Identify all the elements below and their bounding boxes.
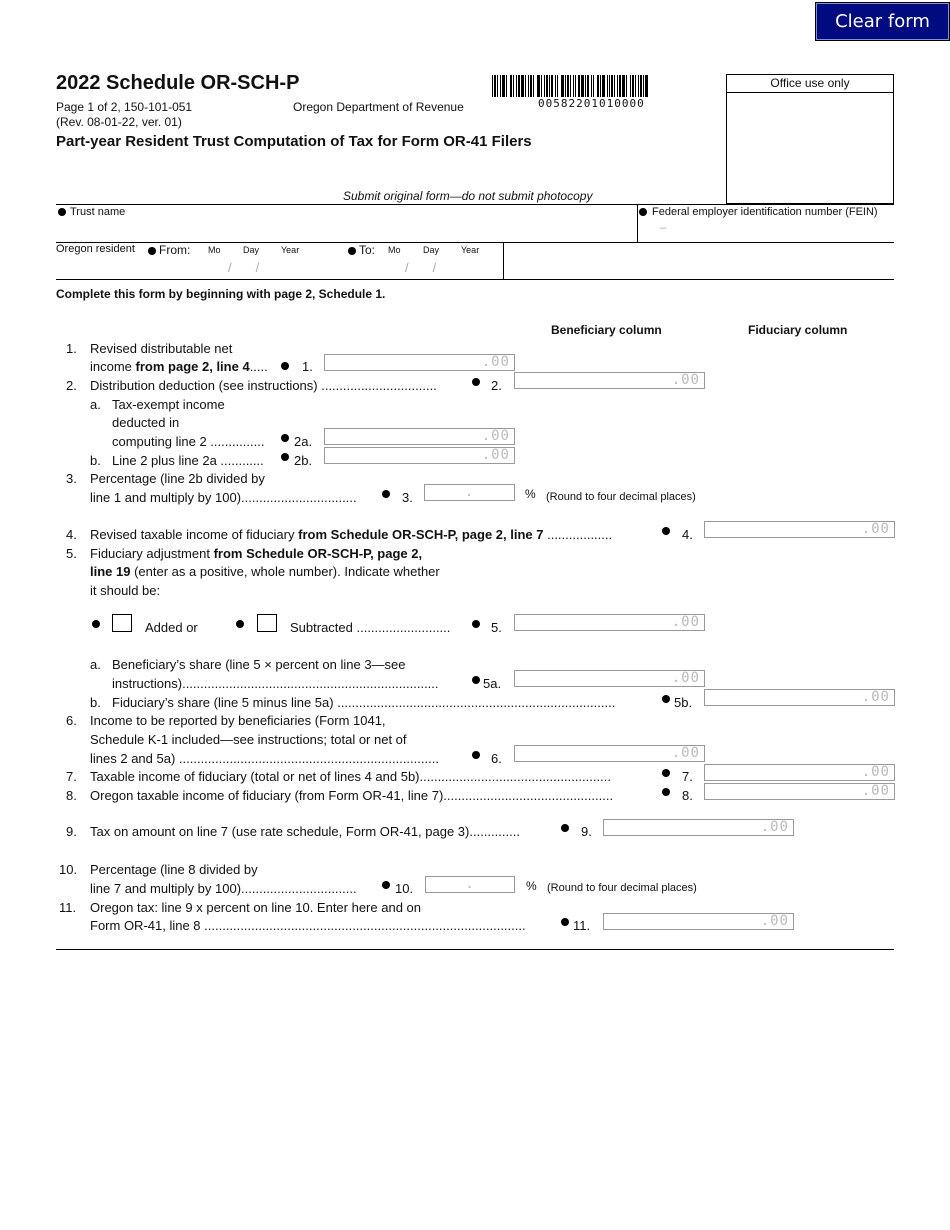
barcode-bar bbox=[567, 75, 569, 97]
barcode-bar bbox=[573, 75, 574, 97]
from-day-label: Day bbox=[243, 245, 260, 255]
barcode-bar bbox=[557, 75, 558, 97]
trust-name-input[interactable] bbox=[70, 219, 630, 241]
line-6-label-3: lines 2 and 5a) ........................................................................ bbox=[90, 751, 439, 766]
barcode-bar bbox=[500, 75, 501, 97]
line-5a-label-2: instructions)....................................................................... bbox=[112, 676, 439, 691]
barcode-bar bbox=[645, 75, 648, 97]
department: Oregon Department of Revenue bbox=[293, 100, 464, 114]
trust-name-label: Trust name bbox=[70, 206, 126, 218]
line-11-ref: 11. bbox=[573, 918, 591, 933]
barcode-bar bbox=[561, 75, 564, 97]
barcode-bar bbox=[510, 75, 512, 97]
barcode-bar bbox=[607, 75, 608, 97]
barcode-bar bbox=[626, 75, 627, 97]
line-5-label: Fiduciary adjustment from Schedule OR-SCH-P, page 2, bbox=[90, 546, 423, 561]
fein-input[interactable]: – bbox=[660, 222, 667, 234]
added-checkbox[interactable] bbox=[112, 614, 132, 632]
barcode-bar bbox=[521, 75, 524, 97]
line-11-label-2: Form OR-41, line 8 ......................................................................................... bbox=[90, 918, 526, 933]
line-2b-label: Line 2 plus line 2a ............ bbox=[112, 453, 264, 468]
oregon-resident-label: Oregon resident bbox=[56, 243, 135, 255]
barcode-bar bbox=[492, 75, 493, 97]
line-10-ref: 10. bbox=[395, 881, 414, 896]
line-5a-input[interactable]: .00 bbox=[514, 670, 705, 687]
barcode-bar bbox=[640, 75, 642, 97]
line-6-label: Income to be reported by beneficiaries (Form 1041, bbox=[90, 713, 386, 728]
line-10-round-note: (Round to four decimal places) bbox=[547, 882, 697, 894]
line-5a-letter: a. bbox=[90, 657, 101, 672]
line-1-ref: 1. bbox=[302, 359, 313, 374]
barcode-bar bbox=[593, 75, 594, 97]
line-9-number: 9. bbox=[66, 824, 77, 839]
line-2a-label-2: deducted in bbox=[112, 415, 180, 430]
line-3-percent-sign: % bbox=[525, 487, 536, 501]
line-11-input[interactable]: .00 bbox=[603, 913, 794, 930]
barcode-bar bbox=[602, 75, 605, 97]
barcode-bar bbox=[546, 75, 548, 97]
barcode-bar bbox=[643, 75, 644, 97]
fiduciary-column-header: Fiduciary column bbox=[748, 323, 848, 337]
revision: (Rev. 08-01-22, ver. 01) bbox=[56, 115, 182, 129]
line-2-label: Distribution deduction (see instructions) ................................ bbox=[90, 378, 437, 393]
barcode-bar bbox=[518, 75, 520, 97]
line-9-input[interactable]: .00 bbox=[603, 819, 794, 836]
beneficiary-column-header: Beneficiary column bbox=[551, 323, 662, 337]
clear-form-button[interactable]: Clear form bbox=[815, 2, 950, 41]
barcode-bar bbox=[622, 75, 625, 97]
line-2a-label: Tax-exempt income bbox=[112, 397, 225, 412]
barcode-bar bbox=[614, 75, 615, 97]
barcode-bar bbox=[635, 75, 636, 97]
barcode-bar bbox=[555, 75, 556, 97]
line-1-number: 1. bbox=[66, 341, 77, 356]
from-label: From: bbox=[159, 243, 191, 257]
from-year-label: Year bbox=[281, 245, 300, 255]
barcode-bar bbox=[578, 75, 580, 97]
from-date-input[interactable]: / / bbox=[228, 260, 260, 275]
barcode-bar bbox=[551, 75, 553, 97]
to-mo-label: Mo bbox=[388, 245, 401, 255]
line-9-ref: 9. bbox=[581, 824, 592, 839]
barcode-bar bbox=[516, 75, 517, 97]
barcode-bar bbox=[617, 75, 618, 97]
fein-label: Federal employer identification number (FEIN) bbox=[652, 206, 878, 218]
line-5b-letter: b. bbox=[90, 695, 101, 710]
line-3-number: 3. bbox=[66, 471, 77, 486]
barcode-bar bbox=[597, 75, 599, 97]
line-4-input[interactable]: .00 bbox=[704, 521, 895, 538]
line-2a-input[interactable]: .00 bbox=[324, 428, 515, 445]
line-4-ref: 4. bbox=[682, 527, 693, 542]
line-10-number: 10. bbox=[59, 862, 78, 877]
line-8-number: 8. bbox=[66, 788, 77, 803]
added-label: Added or bbox=[145, 620, 198, 635]
line-3-ref: 3. bbox=[402, 490, 413, 505]
line-8-input[interactable]: .00 bbox=[704, 783, 895, 800]
line-2a-ref: 2a. bbox=[294, 434, 313, 449]
line-1-label-2: income from page 2, line 4..... bbox=[90, 359, 268, 374]
barcode-bar bbox=[630, 75, 631, 97]
line-4-number: 4. bbox=[66, 527, 77, 542]
office-use-label: Office use only bbox=[727, 75, 893, 93]
line-11-number: 11. bbox=[59, 900, 77, 915]
barcode-bar bbox=[632, 75, 634, 97]
line-10-percent-input[interactable]: . bbox=[425, 876, 515, 893]
line-7-input[interactable]: .00 bbox=[704, 764, 895, 781]
to-label: To: bbox=[359, 243, 376, 257]
from-mo-label: Mo bbox=[208, 245, 221, 255]
to-year-label: Year bbox=[461, 245, 480, 255]
barcode-bar bbox=[619, 75, 621, 97]
barcode-bar bbox=[587, 75, 589, 97]
line-1-input[interactable]: .00 bbox=[324, 354, 515, 371]
line-2b-ref: 2b. bbox=[294, 453, 313, 468]
line-5a-label: Beneficiary’s share (line 5 × percent on line 3—see bbox=[112, 657, 406, 672]
line-2-number: 2. bbox=[66, 378, 77, 393]
instruction: Complete this form by beginning with page 2, Schedule 1. bbox=[56, 287, 386, 301]
barcode-bar bbox=[533, 75, 534, 97]
line-5-input[interactable]: .00 bbox=[514, 614, 705, 631]
barcode-bar bbox=[506, 75, 507, 97]
barcode-bar bbox=[530, 75, 532, 97]
barcode-bar bbox=[537, 75, 540, 97]
subtracted-checkbox[interactable] bbox=[257, 614, 277, 632]
line-3-percent-input[interactable]: . bbox=[424, 484, 515, 501]
office-use-box bbox=[726, 74, 894, 204]
barcode-number: 00582201010000 bbox=[538, 97, 645, 110]
line-5b-label: Fiduciary’s share (line 5 minus line 5a) ............................................................................. bbox=[112, 695, 616, 710]
barcode-bar bbox=[609, 75, 610, 97]
barcode-bar bbox=[591, 75, 592, 97]
barcode-bar bbox=[544, 75, 545, 97]
barcode-bar bbox=[581, 75, 584, 97]
barcode-bar bbox=[541, 75, 542, 97]
line-10-label-2: line 7 and multiply by 100)................................ bbox=[90, 881, 357, 896]
barcode-bar bbox=[570, 75, 571, 97]
barcode-bar bbox=[638, 75, 639, 97]
line-2a-letter: a. bbox=[90, 397, 101, 412]
barcode-bar bbox=[502, 75, 505, 97]
line-5b-ref: 5b. bbox=[674, 695, 693, 710]
line-7-ref: 7. bbox=[682, 769, 693, 784]
barcode bbox=[492, 75, 702, 97]
line-2-ref: 2. bbox=[491, 378, 502, 393]
line-5b-input[interactable]: .00 bbox=[704, 689, 895, 706]
line-11-label: Oregon tax: line 9 x percent on line 10. Enter here and on bbox=[90, 900, 421, 915]
to-day-label: Day bbox=[423, 245, 440, 255]
line-1-label: Revised distributable net bbox=[90, 341, 233, 356]
line-10-label: Percentage (line 8 divided by bbox=[90, 862, 258, 877]
subtracted-label: Subtracted .......................... bbox=[290, 620, 451, 635]
line-10-percent-sign: % bbox=[526, 879, 537, 893]
barcode-bar bbox=[513, 75, 514, 97]
line-2-input[interactable]: .00 bbox=[514, 372, 705, 389]
line-5-label-3: it should be: bbox=[90, 583, 161, 598]
barcode-bar bbox=[497, 75, 498, 97]
line-5a-ref: 5a. bbox=[483, 676, 502, 691]
barcode-bar bbox=[611, 75, 613, 97]
line-8-label: Oregon taxable income of fiduciary (from Form OR-41, line 7)............................................... bbox=[90, 788, 614, 803]
line-8-ref: 8. bbox=[682, 788, 693, 803]
line-3-round-note: (Round to four decimal places) bbox=[546, 491, 696, 503]
submit-note: Submit original form—do not submit photocopy bbox=[343, 189, 593, 203]
line-5-label-2: line 19 (enter as a positive, whole number). Indicate whether bbox=[90, 564, 440, 579]
line-5-ref: 5. bbox=[491, 620, 502, 635]
page-info: Page 1 of 2, 150-101-051 bbox=[56, 100, 193, 114]
line-3-label-2: line 1 and multiply by 100)................................ bbox=[90, 490, 357, 505]
line-6-number: 6. bbox=[66, 713, 77, 728]
line-5-number: 5. bbox=[66, 546, 77, 561]
barcode-bar bbox=[585, 75, 586, 97]
line-6-label-2: Schedule K-1 included—see instructions; total or net of bbox=[90, 732, 407, 747]
line-9-label: Tax on amount on line 7 (use rate schedule, Form OR-41, page 3).............. bbox=[90, 824, 520, 839]
line-4-label: Revised taxable income of fiduciary from Schedule OR-SCH-P, page 2, line 7 .................. bbox=[90, 527, 613, 542]
barcode-bar bbox=[549, 75, 550, 97]
to-date-input[interactable]: / / bbox=[405, 260, 437, 275]
barcode-bar bbox=[525, 75, 526, 97]
form-subtitle: Part-year Resident Trust Computation of Tax for Form OR-41 Filers bbox=[56, 133, 532, 150]
line-6-ref: 6. bbox=[491, 751, 502, 766]
barcode-bar bbox=[565, 75, 566, 97]
barcode-bar bbox=[528, 75, 529, 97]
line-7-number: 7. bbox=[66, 769, 77, 784]
barcode-bar bbox=[494, 75, 496, 97]
line-2b-letter: b. bbox=[90, 453, 101, 468]
form-title: 2022 Schedule OR-SCH-P bbox=[56, 72, 300, 94]
line-3-label: Percentage (line 2b divided by bbox=[90, 471, 265, 486]
line-7-label: Taxable income of fiduciary (total or net of lines 4 and 5b)..................................................... bbox=[90, 769, 611, 784]
barcode-bar bbox=[600, 75, 601, 97]
barcode-bar bbox=[575, 75, 576, 97]
line-2a-label-3: computing line 2 ............... bbox=[112, 434, 265, 449]
line-6-input[interactable]: .00 bbox=[514, 745, 705, 762]
line-2b-input[interactable]: .00 bbox=[324, 447, 515, 464]
